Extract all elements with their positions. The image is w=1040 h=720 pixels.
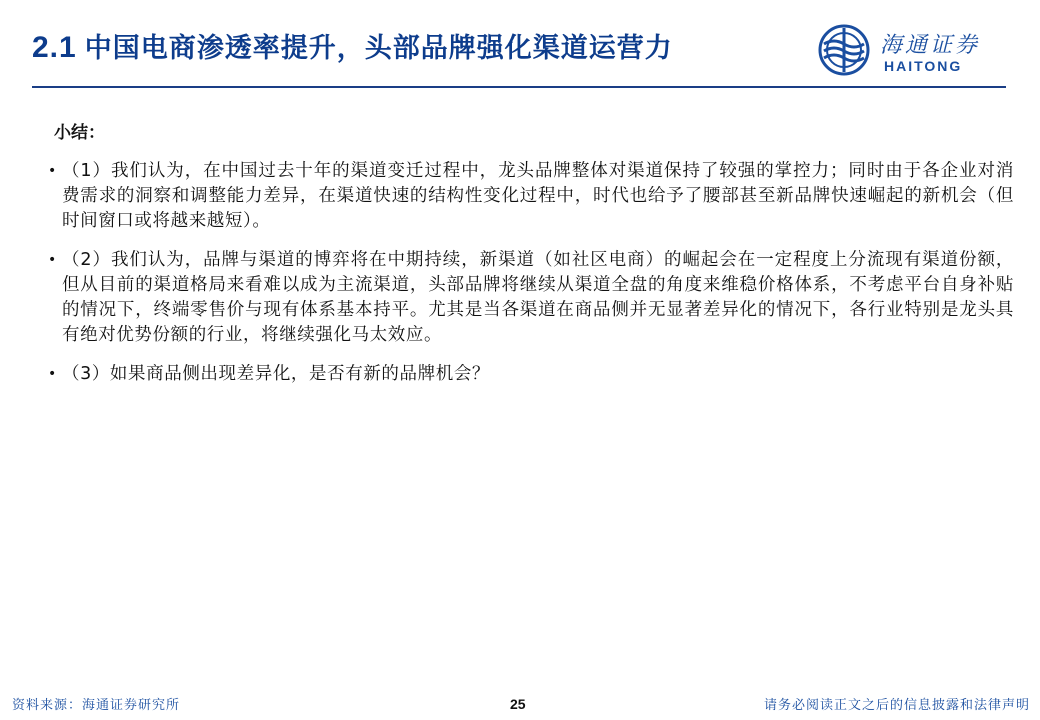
- haitong-emblem-icon: [818, 24, 870, 76]
- bullet-dot-icon: •: [48, 163, 57, 179]
- bullet-text: （2）我们认为，品牌与渠道的博弈将在中期持续，新渠道（如社区电商）的崛起会在一定程度上分流现有渠道份额，但从目前的渠道格局来看难以成为主流渠道，头部品牌将继续从渠道全盘的角度来维稳价格体系，不考虑平台自身补贴的情况下，终端零售价与现有体系基本持平。尤其是当各渠道在商品侧并无显著差异化的情况下，各行业特别是龙头具有绝对优势份额的行业，将继续强化马太效应。: [62, 250, 1014, 345]
- slide-content: [48, 118, 1014, 401]
- bullet-text: （3）如果商品侧出现差异化，是否有新的品牌机会？: [62, 364, 491, 384]
- bullet-text: （1）我们认为，在中国过去十年的渠道变迁过程中，龙头品牌整体对渠道保持了较强的掌控力；同时由于各企业对消费需求的洞察和调整能力差异，在渠道快速的结构性变化过程中，时代也给予了腰部甚至新品牌快速崛起的新机会（但时间窗口或将越来越短）。: [62, 161, 1014, 231]
- header-divider: [32, 86, 1006, 88]
- logo-text-cn: 海通证券: [880, 33, 981, 58]
- source-note: 资料来源：海通证券研究所: [12, 698, 181, 713]
- page-title: [32, 26, 673, 65]
- logo-text-en: HAITONG: [884, 58, 963, 74]
- bullet-dot-icon: •: [48, 366, 57, 382]
- bullet-item: [48, 159, 1014, 234]
- haitong-logo: [818, 22, 1018, 78]
- bullet-item: [48, 248, 1014, 348]
- page-number: 25: [510, 696, 526, 712]
- section-number: 2.1: [32, 31, 77, 64]
- summary-heading: 小结：: [54, 123, 105, 143]
- bullet-dot-icon: •: [48, 252, 57, 268]
- slide-header: [0, 0, 1040, 92]
- bullet-item: [48, 362, 1014, 387]
- title-text: 中国电商渗透率提升，头部品牌强化渠道运营力: [84, 33, 673, 64]
- disclaimer-note: 请务必阅读正文之后的信息披露和法律声明: [763, 698, 1030, 713]
- slide-footer: [0, 690, 1040, 720]
